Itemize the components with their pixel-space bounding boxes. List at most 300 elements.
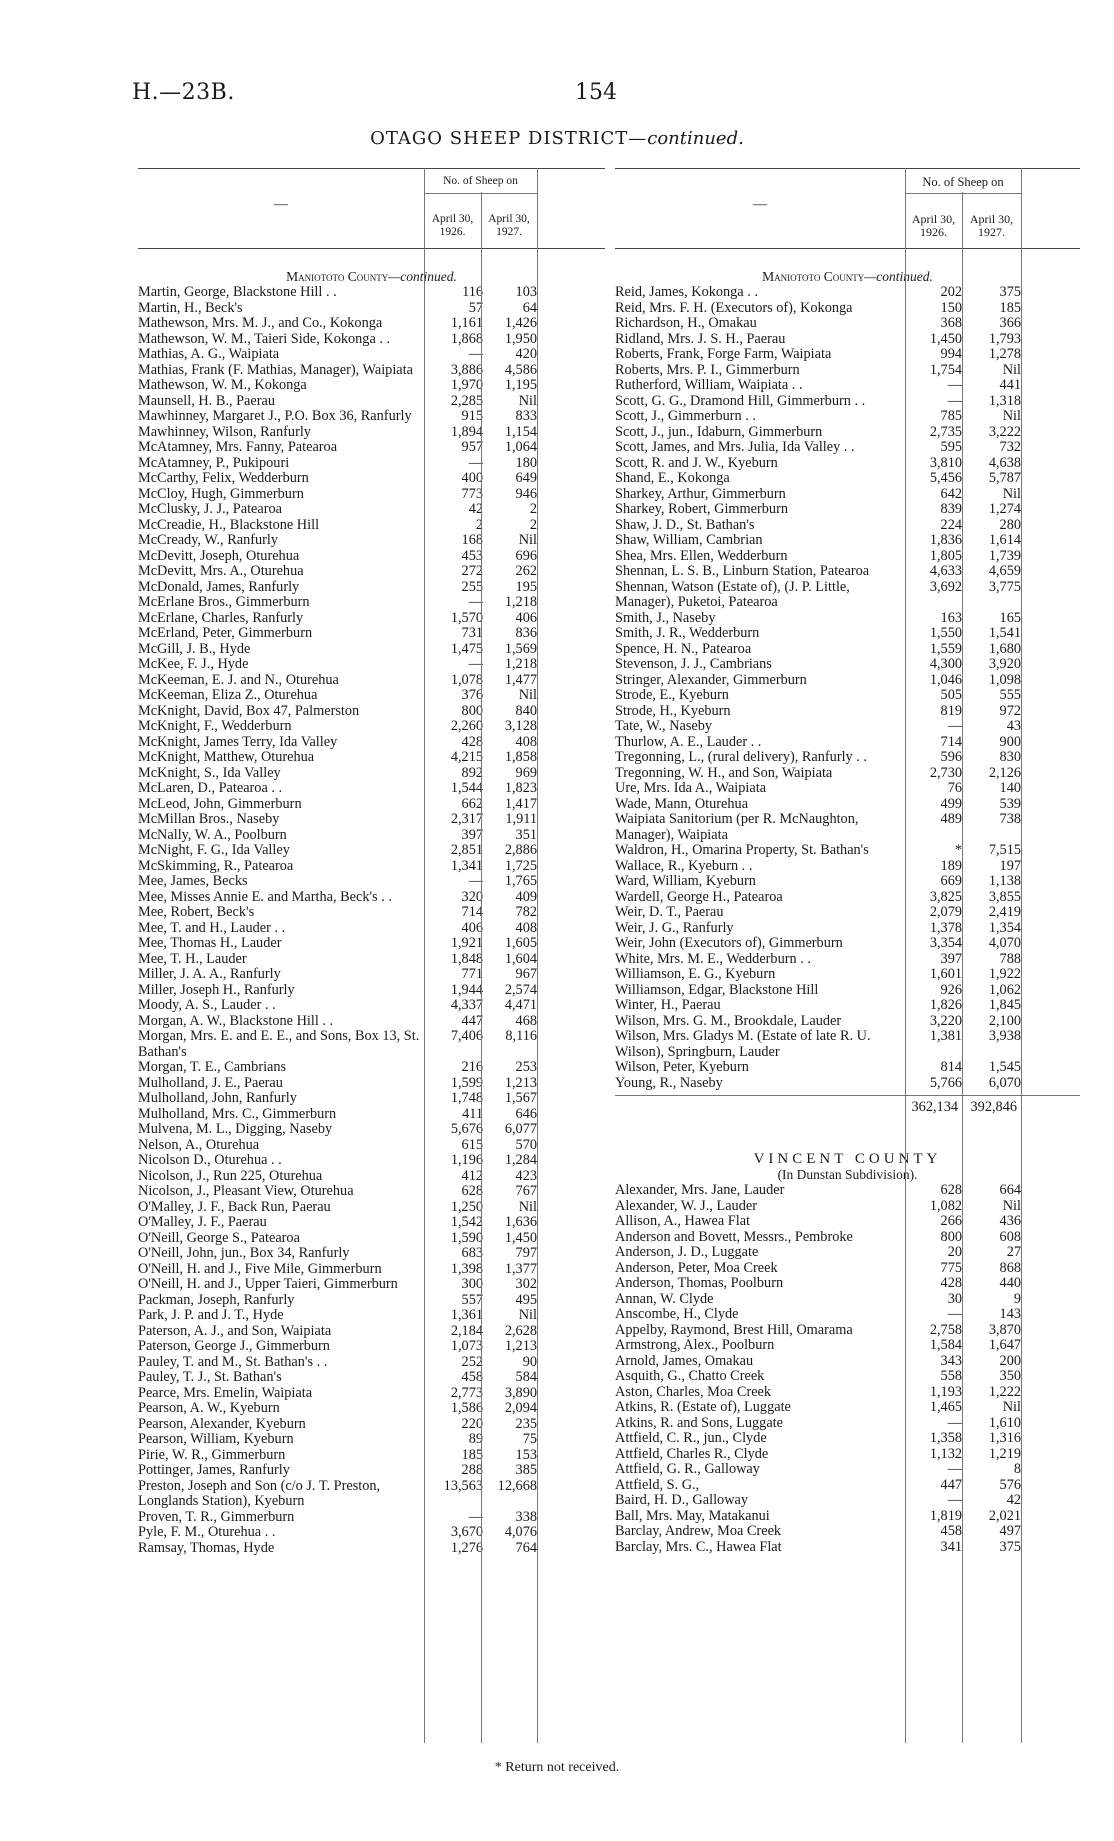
sheep-1926: 1,398 xyxy=(450,1260,483,1277)
sheep-1926: 224 xyxy=(940,516,962,533)
sheep-1927: 1,138 xyxy=(988,873,1021,889)
sheep-1926: 1,046 xyxy=(929,671,962,688)
holder-name: Sharkey, Robert, Gimmerburn xyxy=(615,502,788,517)
holder-name: Waldron, H., Omarina Property, St. Bathan's xyxy=(615,843,869,858)
table-row xyxy=(138,1091,605,1107)
sheep-1927: 2 xyxy=(529,516,537,533)
sheep-1926: — xyxy=(947,1306,962,1322)
sheep-1926: — xyxy=(947,377,962,393)
sheep-1927: 1,950 xyxy=(504,330,537,347)
table-row xyxy=(138,1060,605,1076)
right-county-name: Maniototo County xyxy=(762,269,865,284)
table-row xyxy=(615,409,1080,425)
table-row xyxy=(138,502,605,518)
sheep-1927: 43 xyxy=(1006,718,1021,734)
sheep-1927: 539 xyxy=(999,795,1021,812)
sheep-1927: 1,604 xyxy=(504,950,537,967)
table-row xyxy=(138,766,605,782)
table-row xyxy=(138,626,605,642)
sheep-1927: 788 xyxy=(999,950,1021,967)
table-row xyxy=(138,471,605,487)
sheep-1926: 1,921 xyxy=(450,935,483,951)
holder-name: Shaw, J. D., St. Bathan's xyxy=(615,517,755,533)
sheep-1926: 662 xyxy=(461,795,483,812)
sheep-1926: 272 xyxy=(461,563,483,579)
holder-name: Barclay, Mrs. C., Hawea Flat xyxy=(615,1539,782,1555)
table-row xyxy=(615,471,1080,487)
left-county-continued: —continued. xyxy=(388,269,457,284)
table-row xyxy=(138,1417,605,1433)
table-row xyxy=(615,642,1080,658)
holder-name: Wilson, Mrs. G. M., Brookdale, Lauder xyxy=(615,1013,842,1029)
sheep-1927: 3,128 xyxy=(504,718,537,734)
table-row xyxy=(615,1214,1080,1230)
sheep-1926: 1,601 xyxy=(929,966,962,982)
holder-name: Proven, T. R., Gimmerburn xyxy=(138,1509,295,1525)
right-header-col1: April 30, 1926. xyxy=(911,212,956,239)
table-row xyxy=(615,890,1080,906)
sheep-1926: 397 xyxy=(461,826,483,843)
sheep-1927: 833 xyxy=(515,408,537,424)
sheep-1926: * xyxy=(954,842,962,858)
sheep-1927: 27 xyxy=(1006,1244,1021,1260)
sheep-1926: 489 xyxy=(940,811,962,827)
sheep-1927: 2,574 xyxy=(504,981,537,998)
sheep-1926: 1,544 xyxy=(450,780,483,796)
table-row xyxy=(138,1355,605,1371)
table-row xyxy=(138,347,605,363)
sheep-1927: 441 xyxy=(999,377,1021,393)
sheep-1926: — xyxy=(947,1414,962,1431)
holder-name: McKeeman, Eliza Z., Oturehua xyxy=(138,688,318,703)
sheep-1927: 1,845 xyxy=(988,997,1021,1013)
sheep-1927: 1,278 xyxy=(988,346,1021,362)
sheep-1926: — xyxy=(947,718,962,734)
sheep-1927: 3,890 xyxy=(504,1384,537,1401)
table-row xyxy=(615,719,1080,735)
table-row xyxy=(138,1215,605,1231)
holder-name: Shand, E., Kokonga xyxy=(615,471,730,486)
holder-name: Appelby, Raymond, Brest Hill, Omarama xyxy=(615,1322,853,1338)
sheep-1926: 30 xyxy=(947,1290,962,1307)
sheep-1926: 4,633 xyxy=(929,563,962,579)
sheep-1926: 376 xyxy=(461,687,483,703)
sheep-1926: 557 xyxy=(461,1291,483,1308)
sheep-1927: 782 xyxy=(515,904,537,920)
table-row xyxy=(615,1323,1080,1339)
sheep-1927: Nil xyxy=(1002,1399,1021,1415)
table-row xyxy=(615,704,1080,720)
table-row xyxy=(138,1339,605,1355)
holder-name: Barclay, Andrew, Moa Creek xyxy=(615,1524,782,1539)
sheep-1927: 1,154 xyxy=(504,423,537,440)
holder-name: Scott, James, and Mrs. Julia, Ida Valley . . xyxy=(615,440,855,455)
holder-name: Packman, Joseph, Ranfurly xyxy=(138,1292,295,1308)
table-row xyxy=(615,859,1080,875)
sheep-1926: 368 xyxy=(940,315,962,331)
sheep-1926: 300 xyxy=(461,1276,483,1292)
holder-name: Wilson, Mrs. Gladys M. (Estate of late R. U. Wilson), Springburn, Lauder xyxy=(615,1029,871,1060)
holder-name: Alexander, Mrs. Jane, Lauder xyxy=(615,1183,785,1198)
holder-name: Preston, Joseph and Son (c/o J. T. Preston, Longlands Station), Kyeburn xyxy=(138,1478,381,1509)
sheep-1927: 1,213 xyxy=(504,1338,537,1354)
holder-name: Wade, Mann, Oturehua xyxy=(615,796,749,812)
sheep-1927: 1,477 xyxy=(504,671,537,688)
sheep-1927: 75 xyxy=(522,1431,537,1447)
holder-name: Mee, Thomas H., Lauder xyxy=(138,936,282,951)
sheep-1926: 89 xyxy=(468,1431,483,1447)
table-row xyxy=(615,1462,1080,1478)
sheep-1926: 714 xyxy=(940,733,962,750)
sheep-1927: 180 xyxy=(515,454,537,471)
table-row xyxy=(138,905,605,921)
sheep-1927: Nil xyxy=(518,687,537,703)
holder-name: Anderson, Peter, Moa Creek xyxy=(615,1260,778,1276)
holder-name: Nicolson, J., Pleasant View, Oturehua xyxy=(138,1184,354,1199)
holder-name: McLaren, D., Patearoa . . xyxy=(138,781,283,796)
table-row xyxy=(615,921,1080,937)
table-row xyxy=(615,1400,1080,1416)
holder-name: Paterson, A. J., and Son, Waipiata xyxy=(138,1323,332,1339)
table-row xyxy=(615,657,1080,673)
table-row xyxy=(138,1169,605,1185)
holder-name: McLeod, John, Gimmerburn xyxy=(138,796,302,812)
holder-name: Stevenson, J. J., Cambrians xyxy=(615,657,772,672)
holder-name: Attfield, S. G., xyxy=(615,1477,700,1493)
holder-name: Armstrong, Alex., Poolburn xyxy=(615,1338,775,1353)
table-row xyxy=(138,1463,605,1479)
sheep-1927: 375 xyxy=(999,1538,1021,1555)
left-table-header xyxy=(138,168,605,249)
holder-name: Anderson, J. D., Luggate xyxy=(615,1245,759,1260)
sheep-1927: Nil xyxy=(1002,485,1021,502)
table-row xyxy=(615,1385,1080,1401)
sheep-1926: 411 xyxy=(462,1105,483,1122)
sheep-1926: 800 xyxy=(461,702,483,719)
table-row xyxy=(615,983,1080,999)
sheep-1927: 1,823 xyxy=(504,780,537,796)
sheep-1926: 4,337 xyxy=(450,997,483,1013)
holder-name: Mee, Robert, Beck's xyxy=(138,905,255,920)
holder-name: Morgan, Mrs. E. and E. E., and Sons, Box 13, St. Bathan's xyxy=(138,1029,420,1060)
sheep-1927: 338 xyxy=(515,1508,537,1525)
table-row xyxy=(615,1245,1080,1261)
sheep-1926: 1,378 xyxy=(929,919,962,936)
table-row xyxy=(138,409,605,425)
table-row xyxy=(615,502,1080,518)
sheep-1927: Nil xyxy=(518,532,537,548)
sheep-1926: 628 xyxy=(940,1182,962,1198)
sheep-1926: 3,886 xyxy=(450,361,483,378)
table-row xyxy=(615,797,1080,813)
sheep-1927: 797 xyxy=(515,1245,537,1261)
sheep-1926: 1,078 xyxy=(450,671,483,688)
holder-name: McErlane, Charles, Ranfurly xyxy=(138,610,304,626)
sheep-1926: 2 xyxy=(475,516,483,533)
sheep-1927: 732 xyxy=(999,439,1021,455)
sheep-1927: 1,064 xyxy=(504,439,537,455)
holder-name: Sharkey, Arthur, Gimmerburn xyxy=(615,486,786,502)
holder-name: Pearce, Mrs. Emelin, Waipiata xyxy=(138,1385,313,1401)
sheep-1926: — xyxy=(947,1461,962,1477)
holder-name: McKnight, F., Wedderburn xyxy=(138,719,292,734)
right-header-col2: April 30, 1927. xyxy=(969,212,1014,239)
holder-name: Asquith, G., Chatto Creek xyxy=(615,1369,765,1384)
holder-name: Ridland, Mrs. J. S. H., Paerau xyxy=(615,331,786,347)
sheep-1926: 220 xyxy=(461,1415,483,1432)
sheep-1927: 406 xyxy=(515,609,537,626)
sheep-1926: 785 xyxy=(940,408,962,424)
sheep-1926: — xyxy=(468,1508,483,1525)
table-row xyxy=(138,890,605,906)
table-row xyxy=(615,1076,1080,1092)
sheep-1926: 150 xyxy=(940,299,962,316)
table-row xyxy=(615,750,1080,766)
table-row xyxy=(615,735,1080,751)
sheep-1926: 1,073 xyxy=(450,1338,483,1354)
sheep-1927: 1,098 xyxy=(988,671,1021,688)
table-row xyxy=(615,1493,1080,1509)
sheep-1927: 2 xyxy=(529,501,537,517)
holder-name: Mathewson, Mrs. M. J., and Co., Kokonga xyxy=(138,316,383,331)
holder-name: Pearson, A. W., Kyeburn xyxy=(138,1401,280,1416)
vincent-sub-heading: (In Dunstan Subdivision). xyxy=(777,1167,918,1182)
district-title-main: OTAGO SHEEP DISTRICT— xyxy=(370,128,648,149)
holder-name: Tregonning, L., (rural delivery), Ranfurly . . xyxy=(615,750,867,765)
sheep-1926: 558 xyxy=(940,1368,962,1384)
sheep-1927: 1,213 xyxy=(504,1074,537,1091)
sheep-1927: 1,793 xyxy=(988,330,1021,347)
sheep-1926: 1,196 xyxy=(450,1152,483,1168)
sheep-1926: 1,944 xyxy=(450,981,483,998)
sheep-1926: 185 xyxy=(461,1446,483,1463)
table-row xyxy=(138,1076,605,1092)
sheep-1927: 197 xyxy=(999,857,1021,874)
table-row xyxy=(615,1029,1080,1060)
table-row xyxy=(615,1478,1080,1494)
sheep-1927: 302 xyxy=(515,1276,537,1292)
holder-name: Miller, J. A. A., Ranfurly xyxy=(138,967,281,982)
sheep-1926: 447 xyxy=(940,1476,962,1493)
sheep-1927: 836 xyxy=(515,625,537,641)
table-row xyxy=(138,828,605,844)
sheep-1926: — xyxy=(468,656,483,672)
sheep-1927: 3,775 xyxy=(988,578,1021,595)
table-row xyxy=(138,673,605,689)
sheep-1927: 649 xyxy=(515,470,537,486)
holder-name: Scott, J., jun., Idaburn, Gimmerburn xyxy=(615,424,823,440)
sheep-1927: 1,218 xyxy=(504,594,537,610)
table-row xyxy=(615,363,1080,379)
left-rows xyxy=(138,285,605,1556)
table-row xyxy=(138,688,605,704)
table-row xyxy=(138,983,605,999)
sheep-1926: 800 xyxy=(940,1228,962,1245)
holder-name: Allison, A., Hawea Flat xyxy=(615,1214,751,1229)
sheep-1927: 1,062 xyxy=(988,981,1021,998)
sheep-1927: 664 xyxy=(999,1182,1021,1198)
holder-name: Roberts, Mrs. P. I., Gimmerburn xyxy=(615,362,800,378)
district-title-continued: continued. xyxy=(647,128,744,149)
sheep-1926: 343 xyxy=(940,1352,962,1369)
table-row xyxy=(138,1262,605,1278)
sheep-1927: 64 xyxy=(522,299,537,316)
sheep-1927: 140 xyxy=(999,780,1021,796)
sheep-1927: 967 xyxy=(515,966,537,982)
sheep-1926: 1,341 xyxy=(450,857,483,874)
sheep-1927: 696 xyxy=(515,547,537,564)
right-header-dash: — xyxy=(753,197,767,212)
table-row xyxy=(138,518,605,534)
sheep-1926: 1,358 xyxy=(929,1430,962,1446)
table-row xyxy=(615,533,1080,549)
sheep-1926: 505 xyxy=(940,687,962,703)
table-row xyxy=(615,952,1080,968)
holder-name: Strode, E., Kyeburn xyxy=(615,688,729,703)
sheep-1927: 1,610 xyxy=(988,1414,1021,1431)
sheep-1927: 1,316 xyxy=(988,1430,1021,1446)
holder-name: Weir, J. G., Ranfurly xyxy=(615,920,734,936)
holder-name: McNight, F. G., Ida Valley xyxy=(138,843,290,858)
holder-name: Tate, W., Naseby xyxy=(615,719,713,734)
holder-name: Strode, H., Kyeburn xyxy=(615,703,731,719)
sheep-1926: 1,590 xyxy=(450,1229,483,1246)
sheep-1927: 366 xyxy=(999,315,1021,331)
sheep-1926: — xyxy=(468,346,483,362)
sheep-1926: 252 xyxy=(461,1353,483,1370)
sheep-1927: 1,605 xyxy=(504,935,537,951)
sheep-1927: 436 xyxy=(999,1213,1021,1229)
holder-name: Ramsay, Thomas, Hyde xyxy=(138,1540,275,1556)
left-header-col2: April 30, 1927. xyxy=(488,213,530,238)
table-row xyxy=(138,1386,605,1402)
sheep-1927: 262 xyxy=(515,563,537,579)
table-row xyxy=(615,316,1080,332)
sheep-1926: 216 xyxy=(461,1059,483,1075)
sheep-1926: 819 xyxy=(940,702,962,719)
table-row xyxy=(138,1122,605,1138)
vincent-rows xyxy=(615,1183,1080,1555)
sheep-1926: 669 xyxy=(940,873,962,889)
table-row xyxy=(138,1184,605,1200)
sheep-1927: 2,100 xyxy=(988,1012,1021,1029)
table-row xyxy=(615,843,1080,859)
table-row xyxy=(615,285,1080,301)
holder-name: Morgan, A. W., Blackstone Hill . . xyxy=(138,1013,334,1029)
sheep-1927: 1,739 xyxy=(988,547,1021,564)
sheep-1926: 3,810 xyxy=(929,454,962,471)
sheep-1927: 408 xyxy=(515,919,537,936)
sheep-1927: Nil xyxy=(1002,1197,1021,1214)
table-row xyxy=(138,1370,605,1386)
vincent-county-heading: VINCENT COUNTY xyxy=(753,1151,942,1167)
sheep-1926: 1,584 xyxy=(929,1337,962,1353)
sheep-1927: 1,545 xyxy=(988,1059,1021,1075)
sheep-1926: 1,586 xyxy=(450,1400,483,1416)
sheep-1926: 453 xyxy=(461,547,483,564)
table-row xyxy=(615,394,1080,410)
holder-name: Reid, Mrs. F. H. (Executors of), Kokonga xyxy=(615,300,853,316)
sheep-1926: 628 xyxy=(461,1183,483,1199)
sheep-1926: 957 xyxy=(461,439,483,455)
sheep-1927: 409 xyxy=(515,888,537,905)
holder-name: Mee, Misses Annie E. and Martha, Beck's . . xyxy=(138,889,392,905)
sheep-1927: 495 xyxy=(515,1291,537,1308)
maniototo-total-row xyxy=(615,1095,1080,1115)
holder-name: Ure, Mrs. Ida A., Waipiata xyxy=(615,781,767,796)
table-row xyxy=(138,657,605,673)
holder-name: White, Mrs. M. E., Wedderburn . . xyxy=(615,951,811,967)
holder-name: Mulholland, Mrs. C., Gimmerburn xyxy=(138,1106,337,1122)
sheep-1926: 775 xyxy=(940,1259,962,1276)
holder-name: Arnold, James, Omakau xyxy=(615,1353,754,1369)
holder-name: Tregonning, W. H., and Son, Waipiata xyxy=(615,765,833,781)
table-row xyxy=(138,735,605,751)
table-row xyxy=(138,580,605,596)
table-row xyxy=(615,1261,1080,1277)
holder-name: McAtamney, Mrs. Fanny, Patearoa xyxy=(138,440,338,455)
sheep-1926: 320 xyxy=(461,888,483,905)
holder-name: Anscombe, H., Clyde xyxy=(615,1307,739,1322)
table-row xyxy=(138,859,605,875)
sheep-1927: 497 xyxy=(999,1523,1021,1539)
holder-name: Shennan, L. S. B., Linburn Station, Patearoa xyxy=(615,564,870,579)
sheep-1927: 1,922 xyxy=(988,966,1021,982)
table-row xyxy=(138,1479,605,1510)
table-row xyxy=(138,316,605,332)
sheep-1927: 767 xyxy=(515,1183,537,1199)
sheep-1926: 168 xyxy=(461,532,483,548)
holder-name: McKnight, Matthew, Oturehua xyxy=(138,750,315,765)
sheep-1926: 116 xyxy=(462,284,483,300)
sheep-1927: 969 xyxy=(515,764,537,781)
holder-name: McCarthy, Felix, Wedderburn xyxy=(138,471,309,486)
sheep-1926: 892 xyxy=(461,764,483,781)
table-row xyxy=(615,1416,1080,1432)
sheep-1927: 385 xyxy=(515,1462,537,1478)
holder-name: Wallace, R., Kyeburn . . xyxy=(615,858,753,874)
table-row xyxy=(138,952,605,968)
table-row xyxy=(138,1107,605,1123)
holder-name: McMillan Bros., Naseby xyxy=(138,812,280,827)
sheep-1926: 397 xyxy=(940,950,962,967)
sheep-1926: 1,450 xyxy=(929,330,962,347)
sheep-1927: 103 xyxy=(515,284,537,300)
footnote: * Return not received. xyxy=(494,1760,620,1775)
sheep-1926: 20 xyxy=(947,1244,962,1260)
sheep-1926: 1,570 xyxy=(450,609,483,626)
holder-name: Pearson, William, Kyeburn xyxy=(138,1432,294,1447)
holder-name: Stringer, Alexander, Gimmerburn xyxy=(615,672,807,688)
table-row xyxy=(615,1509,1080,1525)
table-row xyxy=(615,967,1080,983)
sheep-1927: 185 xyxy=(999,299,1021,316)
table-row xyxy=(138,1432,605,1448)
sheep-1926: 163 xyxy=(940,609,962,626)
table-row xyxy=(138,750,605,766)
holder-name: Mee, T. and H., Lauder . . xyxy=(138,920,286,936)
holder-name: Martin, H., Beck's xyxy=(138,300,243,316)
sheep-1927: 1,274 xyxy=(988,501,1021,517)
holder-name: Mawhinney, Wilson, Ranfurly xyxy=(138,424,311,440)
holder-name: McDevitt, Joseph, Oturehua xyxy=(138,548,300,564)
sheep-1927: 1,417 xyxy=(504,795,537,812)
sheep-1926: 13,563 xyxy=(443,1477,483,1494)
sheep-1926: 771 xyxy=(461,966,483,982)
holder-name: Wardell, George H., Patearoa xyxy=(615,889,783,905)
table-row xyxy=(615,1307,1080,1323)
sheep-1926: — xyxy=(947,392,962,409)
